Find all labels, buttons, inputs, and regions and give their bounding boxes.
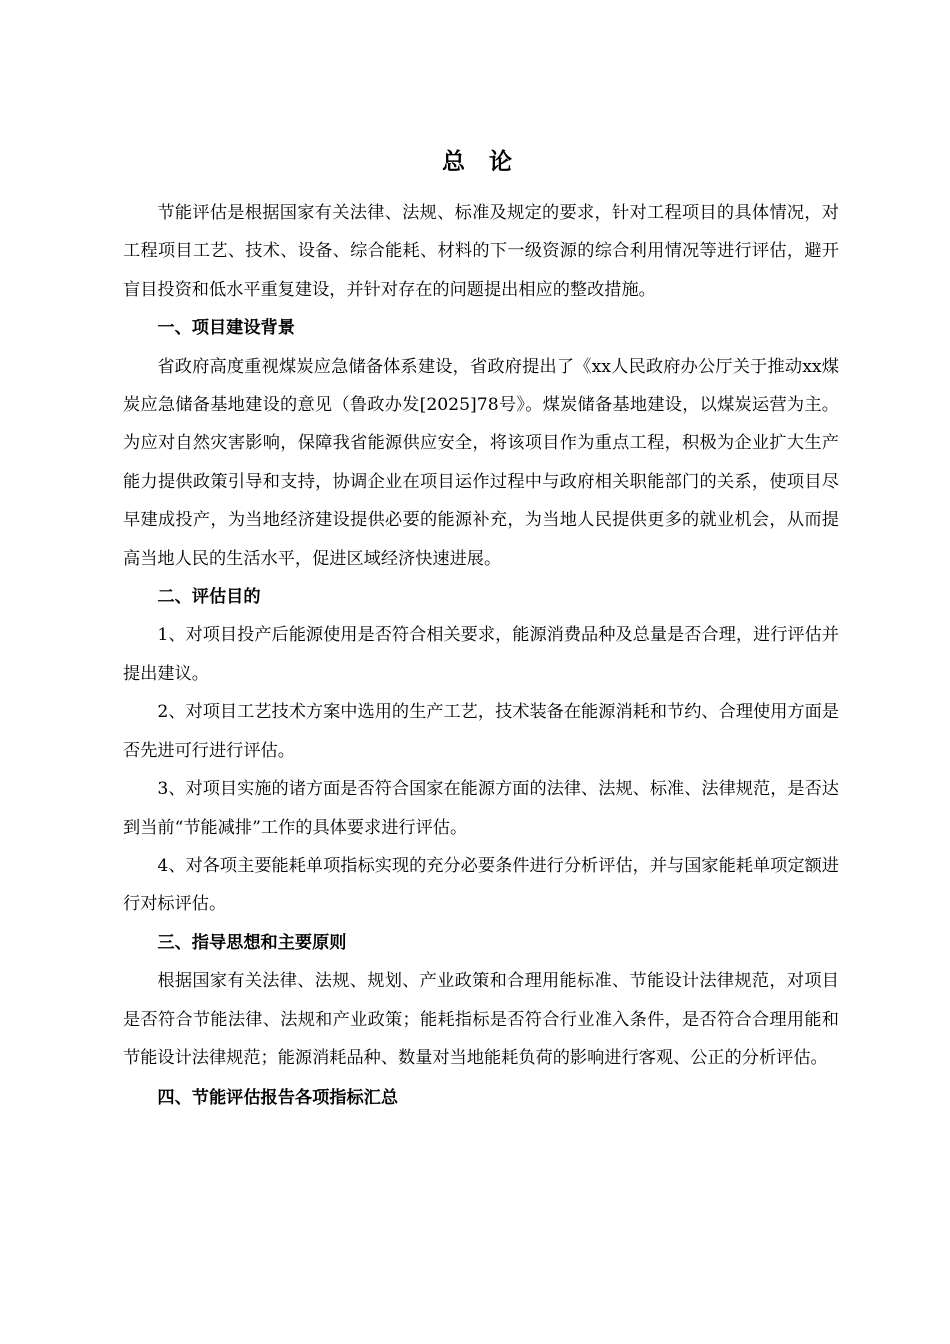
background-paragraph: 省政府高度重视煤炭应急储备体系建设，省政府提出了《xx人民政府办公厅关于推动xx煤炭应急储备基地建设的意见（鲁政办发[2025]78号》。煤炭储备基地建设，以煤炭运营为主。为应对自然灾害影响，保障我省能源供应安全，将该项目作为重点工程，积极为企业扩大生产能力提供政策引导和支持，协调企业在项目运作过程中与政府相关职能部门的关系，使项目尽早建成投产，为当地经济建设提供必要的能源补充，为当地人民提供更多的就业机会，从而提高当地人民的生活水平，促进区域经济快速进展。 [123, 356, 839, 569]
purpose-item-1: 1、对项目投产后能源使用是否符合相关要求，能源消费品种及总量是否合理，进行评估并提出建议。 [123, 625, 839, 684]
purpose-item-2: 2、对项目工艺技术方案中选用的生产工艺，技术装备在能源消耗和节约、合理使用方面是否先进可行进行评估。 [123, 702, 839, 761]
section-heading-indicators: 四、节能评估报告各项指标汇总 [157, 1088, 399, 1109]
purpose-item-3: 3、对项目实施的诸方面是否符合国家在能源方面的法律、法规、标准、法律规范，是否达到当前“节能减排”工作的具体要求进行评估。 [123, 779, 839, 838]
intro-paragraph: 节能评估是根据国家有关法律、法规、标准及规定的要求，针对工程项目的具体情况，对工程项目工艺、技术、设备、综合能耗、材料的下一级资源的综合利用情况等进行评估，避开盲目投资和低水平重复建设，并针对存在的问题提出相应的整改措施。 [123, 203, 839, 300]
purpose-item-4: 4、对各项主要能耗单项指标实现的充分必要条件进行分析评估，并与国家能耗单项定额进行对标评估。 [123, 855, 839, 915]
document-page [123, 140, 839, 1118]
section-heading-purpose: 二、评估目的 [157, 587, 261, 608]
section-heading-principles: 三、指导思想和主要原则 [157, 932, 347, 953]
principles-paragraph: 根据国家有关法律、法规、规划、产业政策和合理用能标准、节能设计法律规范，对项目是否符合节能法律、法规和产业政策；能耗指标是否符合行业准入条件，是否符合合理用能和节能设计法律规范；能源消耗品种、数量对当地能耗负荷的影响进行客观、公正的分析评估。 [123, 971, 839, 1068]
document-title: 总 论 [441, 148, 520, 175]
section-heading-background: 一、项目建设背景 [157, 318, 295, 339]
